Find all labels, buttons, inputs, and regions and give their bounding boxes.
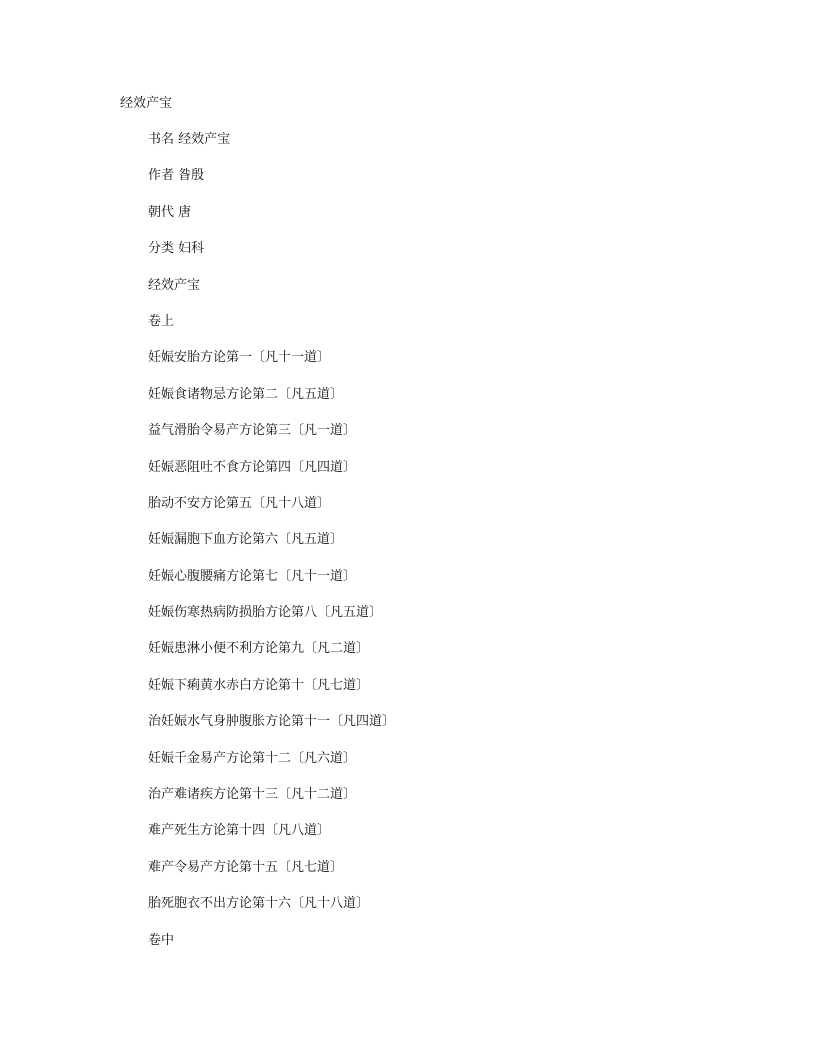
toc-entry: 妊娠心腹腰痛方论第七〔凡十一道〕	[148, 568, 357, 584]
toc-entry: 妊娠千金易产方论第十二〔凡六道〕	[148, 750, 357, 766]
toc-entry: 胎动不安方论第五〔凡十八道〕	[148, 495, 331, 511]
toc-entry: 治妊娠水气身肿腹胀方论第十一〔凡四道〕	[148, 714, 396, 730]
toc-entry: 妊娠恶阻吐不食方论第四〔凡四道〕	[148, 459, 357, 475]
book-heading-line: 经效产宝	[148, 277, 201, 293]
dynasty-line: 朝代 唐	[148, 204, 192, 220]
volume-heading: 卷中	[148, 932, 175, 948]
author-line: 作者 昝殷	[148, 168, 205, 184]
content-list	[148, 131, 395, 968]
toc-entry: 妊娠漏胞下血方论第六〔凡五道〕	[148, 532, 344, 548]
book-name-line: 书名 经效产宝	[148, 132, 231, 147]
toc-entry: 益气滑胎令易产方论第三〔凡一道〕	[148, 423, 357, 439]
toc-entry: 胎死胞衣不出方论第十六〔凡十八道〕	[148, 896, 370, 912]
category-line: 分类 妇科	[148, 241, 205, 257]
toc-entry: 妊娠下痢黄水赤白方论第十〔凡七道〕	[148, 677, 370, 693]
toc-entry: 难产死生方论第十四〔凡八道〕	[148, 823, 331, 839]
document-title: 经效产宝	[120, 96, 173, 111]
toc-entry: 妊娠伤寒热病防损胎方论第八〔凡五道〕	[148, 605, 383, 621]
volume-heading: 卷上	[148, 313, 175, 329]
toc-entry: 难产令易产方论第十五〔凡七道〕	[148, 859, 344, 875]
toc-entry: 妊娠食诸物忌方论第二〔凡五道〕	[148, 386, 344, 402]
toc-entry: 妊娠患淋小便不利方论第九〔凡二道〕	[148, 641, 370, 657]
toc-entry: 治产难诸疾方论第十三〔凡十二道〕	[148, 787, 357, 803]
toc-entry: 妊娠安胎方论第一〔凡十一道〕	[148, 350, 331, 366]
